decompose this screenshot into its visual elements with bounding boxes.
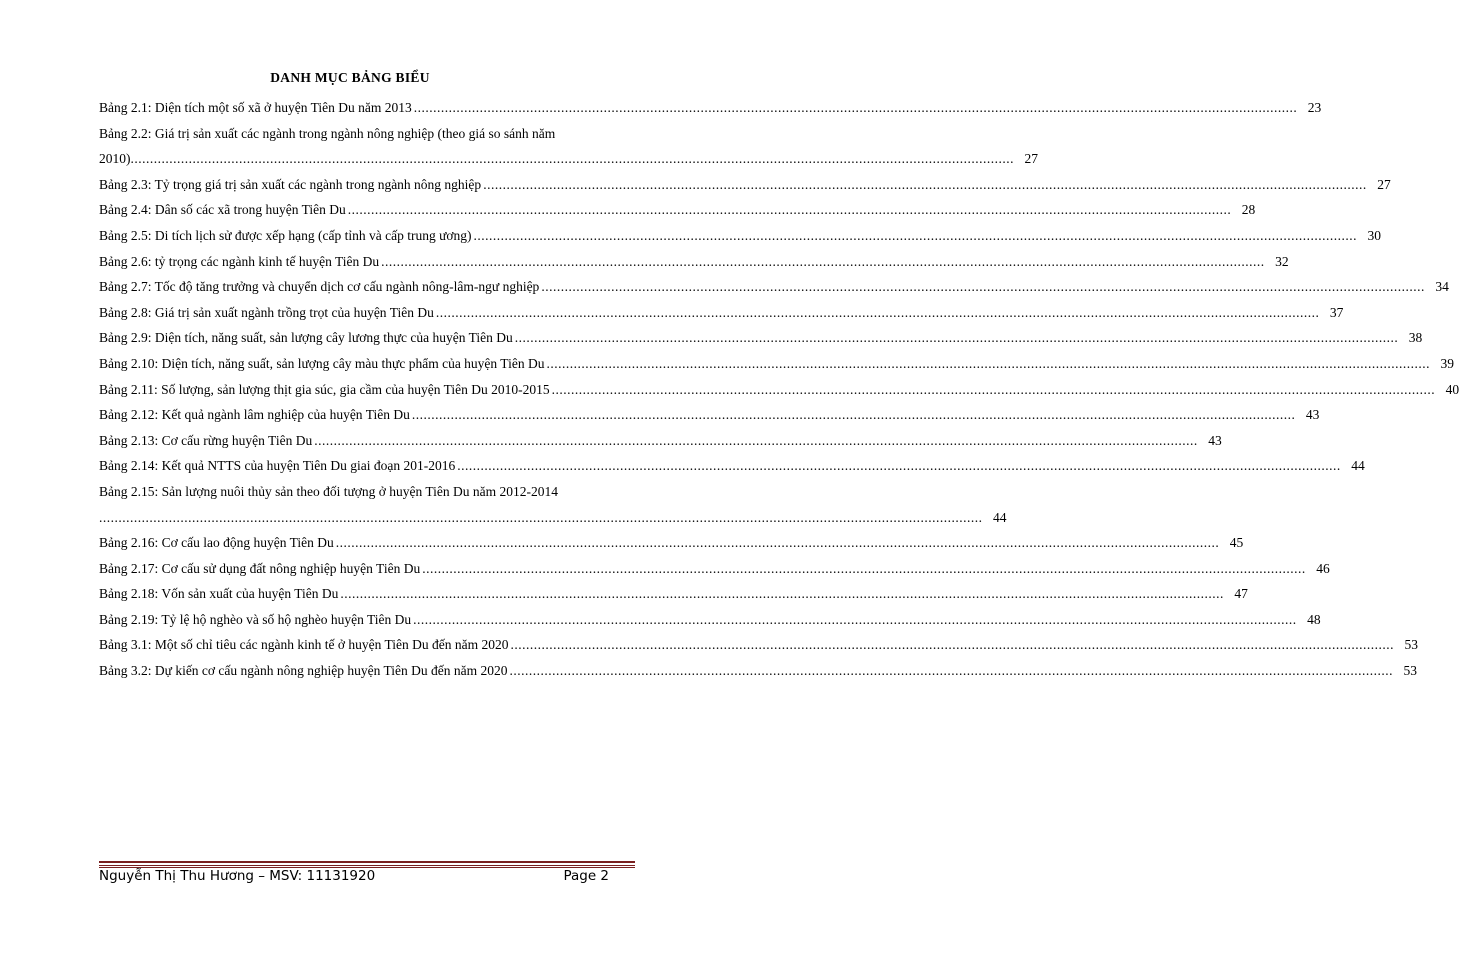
toc-entry-page: 40 bbox=[1445, 381, 1459, 397]
dot-leader bbox=[422, 556, 1306, 582]
toc-entry[interactable] bbox=[99, 581, 1248, 607]
page-title: DANH MỤC BẢNG BIỂU bbox=[270, 70, 430, 85]
toc-entry-page: 34 bbox=[1435, 279, 1449, 295]
toc-entry[interactable] bbox=[99, 300, 1344, 326]
toc-entry[interactable] bbox=[99, 274, 1449, 300]
dot-leader bbox=[515, 325, 1399, 351]
toc-entry[interactable] bbox=[99, 530, 1244, 556]
toc-entry-page: 27 bbox=[1377, 176, 1391, 192]
toc-entry[interactable] bbox=[99, 607, 1321, 633]
toc-entry-page: 37 bbox=[1329, 304, 1344, 320]
dot-leader bbox=[348, 197, 1232, 223]
page-footer bbox=[99, 868, 609, 884]
toc-entry-page: 46 bbox=[1316, 560, 1330, 576]
toc-entry-page: 44 bbox=[993, 509, 1007, 525]
toc-entry-label: Bảng 2.16: Cơ cấu lao động huyện Tiên Du bbox=[99, 535, 334, 551]
toc-entry[interactable] bbox=[99, 428, 1222, 454]
toc-entry[interactable] bbox=[99, 453, 1365, 479]
toc-entry[interactable] bbox=[99, 197, 1256, 223]
toc-entry-page: 53 bbox=[1403, 663, 1418, 679]
toc-entry-label: Bảng 2.5: Di tích lịch sử được xếp hạng (cấp tỉnh và cấp trung ương) bbox=[99, 227, 472, 243]
toc-entry-label: Bảng 2.19: Tỷ lệ hộ nghèo và số hộ nghèo huyện Tiên Du bbox=[99, 611, 412, 627]
dot-leader bbox=[474, 223, 1358, 249]
toc-entry[interactable] bbox=[99, 556, 1330, 582]
toc-entry-page: 28 bbox=[1241, 202, 1256, 218]
toc-entry-label: Bảng 2.8: Giá trị sản xuất ngành trồng trọt của huyện Tiên Du bbox=[99, 304, 434, 320]
toc-entry-label: Bảng 2.11: Số lượng, sản lượng thịt gia súc, gia cầm của huyện Tiên Du 2010-2015 bbox=[99, 381, 550, 397]
toc-entry-label: Bảng 2.3: Tỷ trọng giá trị sản xuất các ngành trong ngành nông nghiệp bbox=[99, 176, 482, 192]
toc-entry-label: Bảng 2.2: Giá trị sản xuất các ngành trong ngành nông nghiệp (theo giá so sánh năm bbox=[99, 125, 556, 141]
toc-entry[interactable] bbox=[99, 479, 1007, 530]
toc-entry[interactable] bbox=[99, 632, 1418, 658]
toc-entry-page: 23 bbox=[1307, 100, 1322, 115]
toc-entry-label: Bảng 3.1: Một số chỉ tiêu các ngành kinh tế ở huyện Tiên Du đến năm 2020 bbox=[99, 637, 509, 653]
toc-entry-page: 45 bbox=[1229, 535, 1244, 551]
dot-leader bbox=[412, 402, 1296, 428]
table-of-contents bbox=[99, 95, 1459, 684]
toc-entry[interactable] bbox=[99, 223, 1382, 249]
dot-leader bbox=[510, 632, 1394, 658]
toc-entry-label: Bảng 2.18: Vốn sản xuất của huyện Tiên Du bbox=[99, 586, 339, 602]
toc-entry-label: Bảng 2.17: Cơ cấu sử dụng đất nông nghiệp huyện Tiên Du bbox=[99, 560, 421, 576]
toc-entry-label: Bảng 2.13: Cơ cấu rừng huyện Tiên Du bbox=[99, 432, 313, 448]
toc-entry-label: Bảng 2.1: Diện tích một số xã ở huyện Tiên Du năm 2013 bbox=[99, 100, 412, 115]
dot-leader bbox=[552, 377, 1436, 403]
toc-entry-page: 32 bbox=[1275, 253, 1289, 269]
toc-entry[interactable] bbox=[99, 402, 1320, 428]
toc-entry-page: 38 bbox=[1408, 330, 1423, 346]
toc-entry[interactable] bbox=[99, 95, 1322, 121]
toc-entry-page: 43 bbox=[1208, 432, 1222, 448]
dot-leader bbox=[414, 95, 1298, 121]
toc-entry[interactable] bbox=[99, 658, 1418, 684]
dot-leader bbox=[314, 428, 1198, 454]
dot-leader bbox=[340, 581, 1224, 607]
toc-entry-page: 39 bbox=[1440, 355, 1454, 371]
dot-leader bbox=[336, 530, 1220, 556]
footer-author: Nguyễn Thị Thu Hương – MSV: 11131920 bbox=[99, 868, 376, 884]
dot-leader bbox=[131, 146, 1015, 172]
toc-entry[interactable] bbox=[99, 351, 1454, 377]
toc-entry[interactable] bbox=[99, 249, 1289, 275]
dot-leader bbox=[457, 453, 1341, 479]
toc-entry-page: 30 bbox=[1367, 227, 1382, 243]
toc-entry[interactable] bbox=[99, 377, 1459, 403]
dot-leader bbox=[546, 351, 1430, 377]
toc-entry[interactable] bbox=[99, 121, 1038, 172]
toc-entry-page: 27 bbox=[1024, 151, 1038, 167]
footer-divider bbox=[99, 861, 635, 868]
toc-entry-label: Bảng 2.4: Dân số các xã trong huyện Tiên Du bbox=[99, 202, 346, 218]
dot-leader bbox=[413, 607, 1297, 633]
toc-entry-label: Bảng 2.7: Tốc độ tăng trưởng và chuyển dịch cơ cấu ngành nông-lâm-ngư nghiệp bbox=[99, 279, 540, 295]
toc-entry-label: Bảng 2.14: Kết quả NTTS của huyện Tiên Du giai đoạn 201-2016 bbox=[99, 458, 456, 474]
toc-entry-page: 47 bbox=[1234, 586, 1248, 602]
footer-page-number: Page 2 bbox=[563, 868, 609, 884]
dot-leader bbox=[381, 249, 1265, 275]
toc-entry-page: 43 bbox=[1305, 407, 1320, 423]
dot-leader bbox=[436, 300, 1320, 326]
dot-leader bbox=[483, 172, 1367, 198]
toc-entry-page: 48 bbox=[1307, 611, 1321, 627]
toc-entry[interactable] bbox=[99, 172, 1391, 198]
toc-entry-label: Bảng 2.12: Kết quả ngành lâm nghiệp của huyện Tiên Du bbox=[99, 407, 410, 423]
toc-entry-label: Bảng 3.2: Dự kiến cơ cấu ngành nông nghiệp huyện Tiên Du đến năm 2020 bbox=[99, 663, 508, 679]
toc-entry-label: Bảng 2.9: Diện tích, năng suất, sản lượng cây lương thực của huyện Tiên Du bbox=[99, 330, 513, 346]
dot-leader bbox=[541, 274, 1425, 300]
dot-leader bbox=[510, 658, 1394, 684]
toc-entry-label: Bảng 2.15: Sản lượng nuôi thủy sản theo đối tượng ở huyện Tiên Du năm 2012-2014 bbox=[99, 483, 559, 499]
toc-entry-page: 44 bbox=[1351, 458, 1365, 474]
toc-entry-label: Bảng 2.6: tỷ trọng các ngành kinh tế huyện Tiên Du bbox=[99, 253, 380, 269]
toc-entry-label: Bảng 2.10: Diện tích, năng suất, sản lượng cây màu thực phẩm của huyện Tiên Du bbox=[99, 355, 545, 371]
toc-entry-label-continued: 2010) bbox=[99, 151, 131, 167]
toc-entry[interactable] bbox=[99, 325, 1423, 351]
toc-entry-page: 53 bbox=[1404, 637, 1418, 653]
dot-leader bbox=[99, 505, 983, 531]
